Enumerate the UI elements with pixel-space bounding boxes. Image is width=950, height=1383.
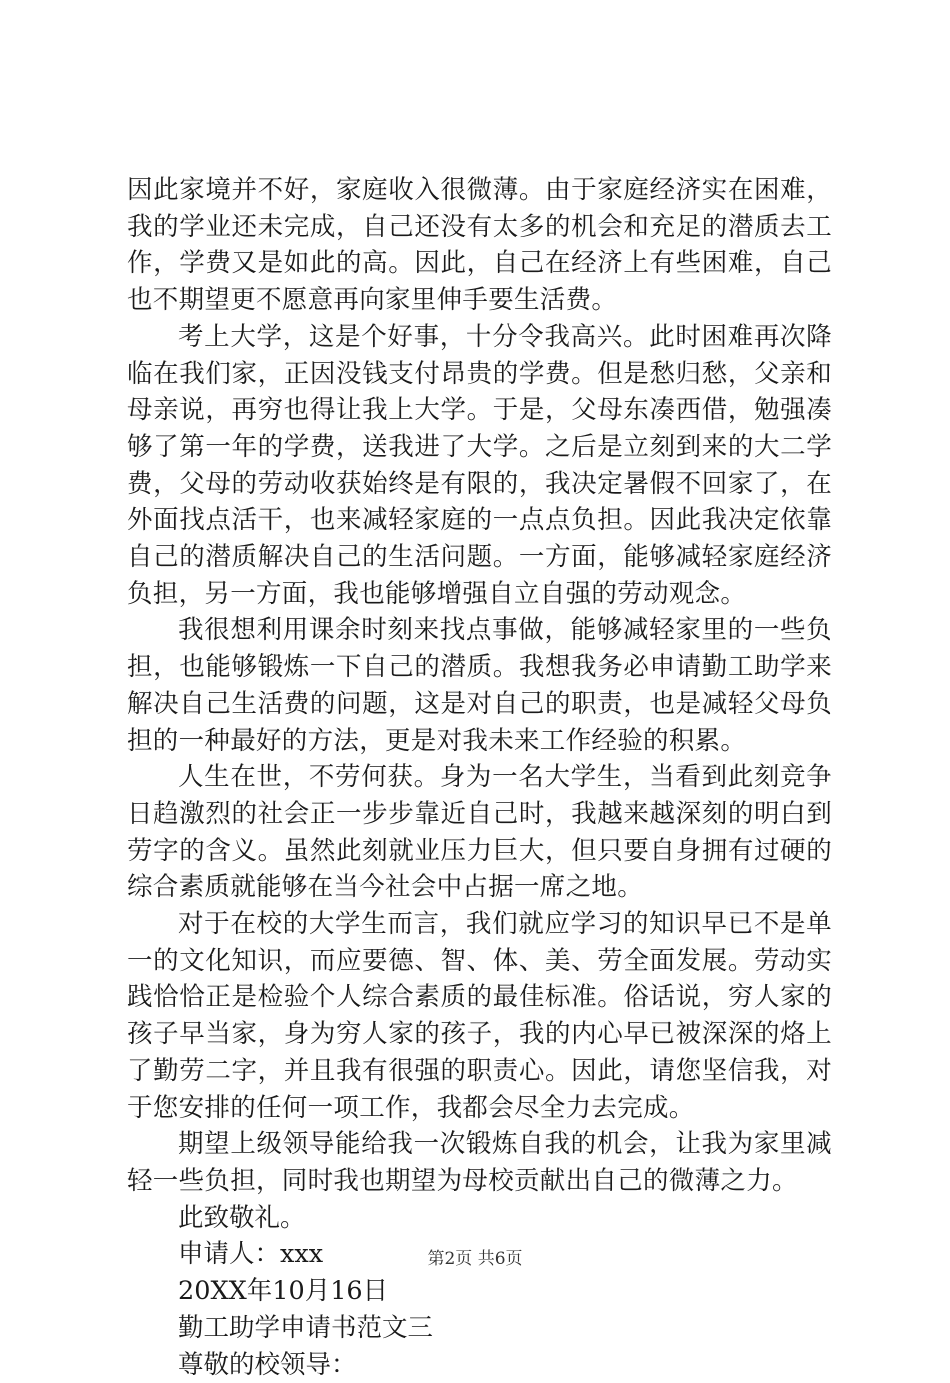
document-body bbox=[127, 172, 832, 1383]
date-line: 20XX年10月16日 bbox=[127, 1273, 832, 1310]
next-section-title: 勤工助学申请书范文三 bbox=[127, 1310, 832, 1347]
paragraph-1: 因此家境并不好，家庭收入很微薄。由于家庭经济实在困难，我的学业还未完成，自己还没有太多的机会和充足的潜质去工作，学费又是如此的高。因此，自己在经济上有些困难，自己也不期望更不愿意再向家里伸手要生活费。 bbox=[127, 172, 832, 319]
paragraph-3: 我很想利用课余时刻来找点事做，能够减轻家里的一些负担，也能够锻炼一下自己的潜质。我想我务必申请勤工助学来解决自己生活费的问题，这是对自己的职责，也是减轻父母负担的一种最好的方法，更是对我未来工作经验的积累。 bbox=[127, 612, 832, 759]
paragraph-2: 考上大学，这是个好事，十分令我高兴。此时困难再次降临在我们家，正因没钱支付昂贵的学费。但是愁归愁，父亲和母亲说，再穷也得让我上大学。于是，父母东凑西借，勉强凑够了第一年的学费，送我进了大学。之后是立刻到来的大二学费，父母的劳动收获始终是有限的，我决定暑假不回家了，在外面找点活干，也来减轻家庭的一点点负担。因此我决定依靠自己的潜质解决自己的生活问题。一方面，能够减轻家庭经济负担，另一方面，我也能够增强自立自强的劳动观念。 bbox=[127, 319, 832, 613]
paragraph-6: 期望上级领导能给我一次锻炼自我的机会，让我为家里减轻一些负担，同时我也期望为母校贡献出自己的微薄之力。 bbox=[127, 1126, 832, 1199]
paragraph-5: 对于在校的大学生而言，我们就应学习的知识早已不是单一的文化知识，而应要德、智、体、美、劳全面发展。劳动实践恰恰正是检验个人综合素质的最佳标准。俗话说，穷人家的孩子早当家，身为穷人家的孩子，我的内心早已被深深的烙上了勤劳二字，并且我有很强的职责心。因此，请您坚信我，对于您安排的任何一项工作，我都会尽全力去完成。 bbox=[127, 906, 832, 1126]
page-footer: 第2页 共6页 bbox=[0, 1244, 950, 1269]
salutation-line: 尊敬的校领导： bbox=[127, 1347, 832, 1383]
paragraph-4: 人生在世，不劳何获。身为一名大学生，当看到此刻竞争日趋激烈的社会正一步步靠近自己时，我越来越深刻的明白到劳字的含义。虽然此刻就业压力巨大，但只要自身拥有过硬的综合素质就能够在当今社会中占据一席之地。 bbox=[127, 759, 832, 906]
closing-line: 此致敬礼。 bbox=[127, 1200, 832, 1237]
applicant-line: 申请人：xxx bbox=[127, 1236, 832, 1273]
